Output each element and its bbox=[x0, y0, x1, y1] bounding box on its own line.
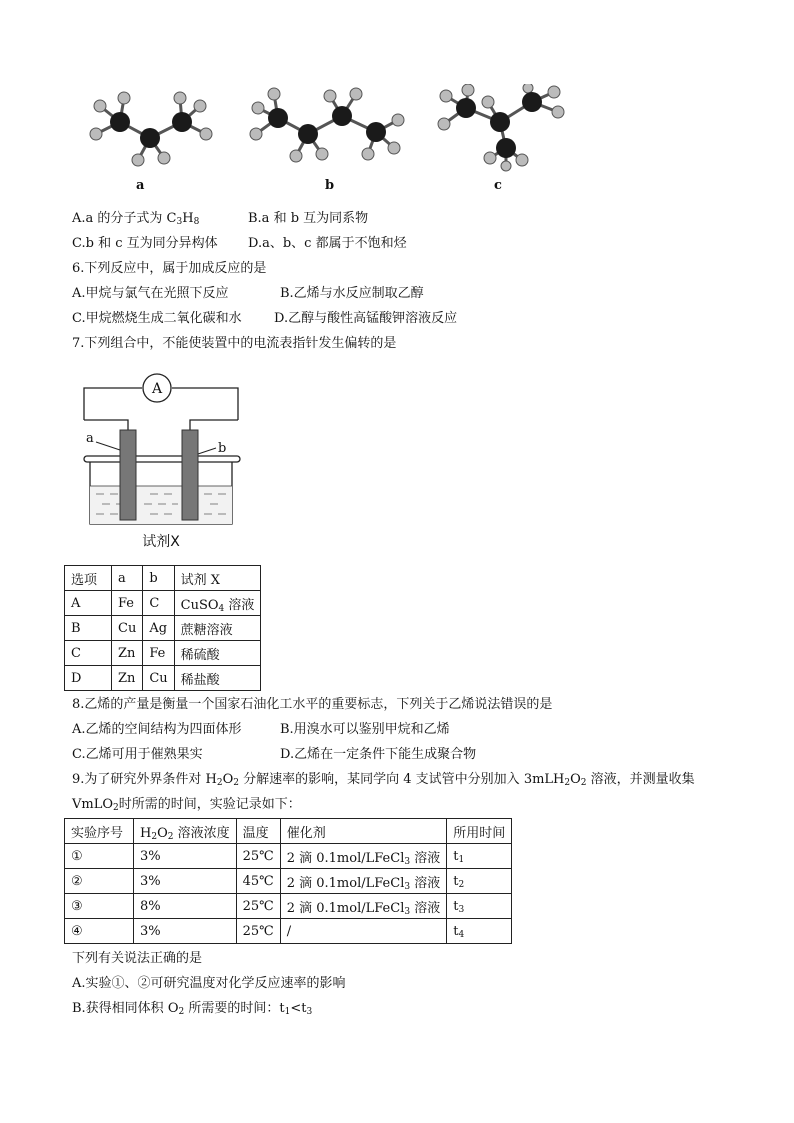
q8-option-a[interactable]: A.乙烯的空间结构为四面体形 bbox=[72, 722, 242, 737]
q5-option-d[interactable]: D.a、b、c 都属于不饱和烃 bbox=[248, 236, 407, 251]
q9-option-b[interactable]: B.获得相同体积 $O_2$ 所需要的时间：$t_1<t_3$ bbox=[72, 1001, 313, 1017]
q6-stem: 6.下列反应中，属于加成反应的是 bbox=[72, 261, 267, 276]
table-row: D Zn Cu 稀盐酸 bbox=[65, 666, 261, 691]
table-row: ④ 3% 25℃ / $t_4$ bbox=[65, 919, 512, 944]
q9-option-a[interactable]: A.实验①、②可研究温度对化学反应速率的影响 bbox=[72, 976, 346, 991]
q8-option-d[interactable]: D.乙烯在一定条件下能生成聚合物 bbox=[280, 747, 477, 762]
table-row: ③ 8% 25℃ 2 滴 0.1mol/LFeCl$_3$ 溶液 $t_3$ bbox=[65, 894, 512, 919]
q8-stem: 8.乙烯的产量是衡量一个国家石油化工水平的重要标志，下列关于乙烯说法错误的是 bbox=[72, 697, 553, 712]
q5-option-a[interactable]: A.a 的分子式为 $C_3H_8$ bbox=[72, 211, 200, 227]
q6-option-d[interactable]: D.乙醇与酸性高锰酸钾溶液反应 bbox=[274, 311, 458, 326]
table-row: ① 3% 25℃ 2 滴 0.1mol/LFeCl$_3$ 溶液 $t_1$ bbox=[65, 844, 512, 869]
electrode-b-label: b bbox=[218, 441, 227, 456]
q7-stem: 7.下列组合中，不能使装置中的电流表指针发生偏转的是 bbox=[72, 336, 397, 351]
q9-stem-line1: 9.为了研究外界条件对 $H_2O_2$ 分解速率的影响，某同学向 4 支试管中分别加入 $3mLH_2O_2$ 溶液，并测量收集 bbox=[72, 772, 695, 788]
q5-option-b[interactable]: B.a 和 b 互为同系物 bbox=[248, 211, 369, 226]
molecule-b-label: b bbox=[325, 178, 335, 193]
q9-stem-line2: VmLO$_2$时所需的时间，实验记录如下： bbox=[72, 797, 301, 813]
table-row: B Cu Ag 蔗糖溶液 bbox=[65, 616, 261, 641]
table-header-row: 实验序号 $H_2O_2$ 溶液浓度 温度 催化剂 所用时间 bbox=[65, 819, 512, 844]
q6-option-c[interactable]: C.甲烷燃烧生成二氧化碳和水 bbox=[72, 311, 242, 326]
table-row: C Zn Fe 稀硫酸 bbox=[65, 641, 261, 666]
q6-option-b[interactable]: B.乙烯与水反应制取乙醇 bbox=[280, 286, 424, 301]
q9-experiment-table bbox=[64, 818, 512, 944]
q8-option-b[interactable]: B.用溴水可以鉴别甲烷和乙烯 bbox=[280, 722, 450, 737]
molecule-c-label: c bbox=[494, 178, 502, 193]
galvanic-cell-diagram bbox=[80, 368, 250, 550]
molecule-a-label: a bbox=[136, 178, 145, 193]
table-header-row: 选项 a b 试剂 X bbox=[65, 566, 261, 591]
electrode-a-label: a bbox=[86, 431, 94, 446]
q9-followup: 下列有关说法正确的是 bbox=[72, 951, 203, 966]
q6-option-a[interactable]: A.甲烷与氯气在光照下反应 bbox=[72, 286, 229, 301]
molecule-b-model bbox=[244, 84, 414, 174]
table-row: A Fe C CuSO$_4$ 溶液 bbox=[65, 591, 261, 616]
ammeter-label: A bbox=[151, 381, 163, 397]
q8-option-c[interactable]: C.乙烯可用于催熟果实 bbox=[72, 747, 203, 762]
reagent-x-caption: 试剂X bbox=[142, 534, 180, 550]
table-row: ② 3% 45℃ 2 滴 0.1mol/LFeCl$_3$ 溶液 $t_2$ bbox=[65, 869, 512, 894]
q5-option-c[interactable]: C.b 和 c 互为同分异构体 bbox=[72, 236, 218, 251]
electrode-b bbox=[182, 430, 198, 520]
q7-options-table bbox=[64, 565, 261, 691]
molecule-c-model bbox=[432, 84, 572, 174]
molecule-a-model bbox=[82, 84, 222, 174]
electrode-a bbox=[120, 430, 136, 520]
reagent-x-solution bbox=[90, 486, 232, 524]
